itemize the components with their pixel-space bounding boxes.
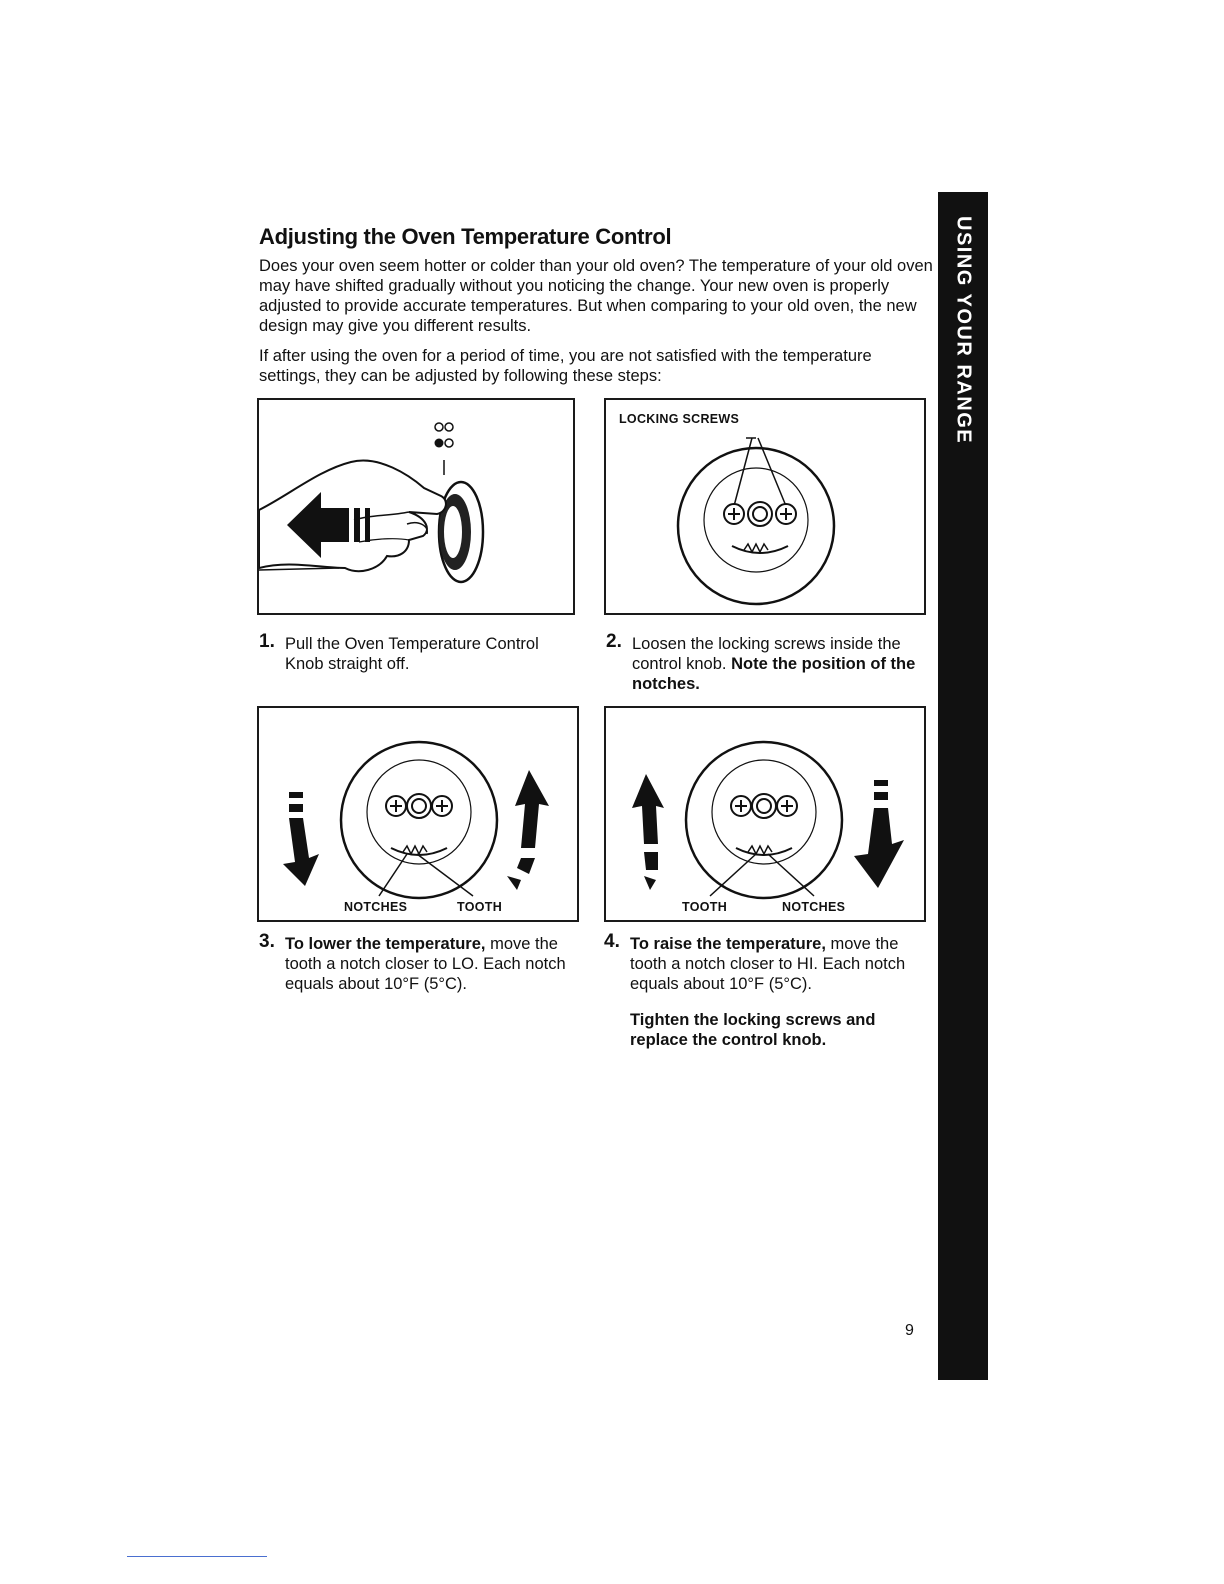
intro-paragraph-2: If after using the oven for a period of time, you are not satisfied with the temperature settings, they can be adjusted by following these steps: bbox=[259, 347, 872, 385]
step-emphasis: To raise the temperature, bbox=[630, 935, 826, 953]
step-number: 3. bbox=[259, 931, 275, 952]
closing-note: Tighten the locking screws and replace the control knob. bbox=[630, 1011, 876, 1049]
step-text: move the tooth a notch closer to HI. Each notch equals about 10°F (5°C). bbox=[630, 935, 906, 993]
step-number: 1. bbox=[259, 631, 275, 652]
page-number: 9 bbox=[905, 1322, 914, 1339]
side-tab-label: USING YOUR RANGE bbox=[952, 216, 975, 445]
step-4 bbox=[604, 931, 922, 994]
intro-paragraph-1: Does your oven seem hotter or colder than your old oven? The temperature of your old oven may have shifted gradually without you noticing the change. Your new oven is properly adjusted to provide accurate temperatures. But when comparing to your old oven, the new design may give you different results. bbox=[259, 257, 933, 335]
notches-label: NOTCHES bbox=[782, 900, 846, 914]
figure-locking-screws bbox=[604, 398, 926, 615]
step-text: Pull the Oven Temperature Control Knob straight off. bbox=[285, 635, 539, 673]
step-emphasis: To lower the temperature, bbox=[285, 935, 486, 953]
lower-temperature-illustration bbox=[259, 708, 577, 920]
step-emphasis: Note the position of the notches. bbox=[632, 655, 916, 693]
raise-temperature-illustration bbox=[606, 708, 924, 920]
knob-removal-illustration bbox=[259, 400, 573, 613]
notches-label: NOTCHES bbox=[344, 900, 408, 914]
page-title: Adjusting the Oven Temperature Control bbox=[259, 224, 672, 249]
locking-screws-illustration bbox=[606, 400, 924, 613]
figure-pull-knob bbox=[257, 398, 575, 615]
figure-raise-temperature bbox=[604, 706, 926, 922]
footer-rule bbox=[127, 1556, 267, 1557]
step-text: move the tooth a notch closer to LO. Each notch equals about 10°F (5°C). bbox=[285, 935, 566, 993]
tooth-label: TOOTH bbox=[457, 900, 503, 914]
step-3 bbox=[259, 931, 569, 994]
tooth-label: TOOTH bbox=[682, 900, 728, 914]
step-number: 2. bbox=[606, 631, 622, 652]
figure-lower-temperature bbox=[257, 706, 579, 922]
step-1 bbox=[259, 631, 579, 674]
locking-screws-label: LOCKING SCREWS bbox=[619, 412, 740, 426]
step-text: Loosen the locking screws inside the control knob. bbox=[632, 635, 901, 673]
step-2 bbox=[606, 631, 916, 694]
intro-text bbox=[259, 256, 935, 396]
step-number: 4. bbox=[604, 931, 620, 952]
